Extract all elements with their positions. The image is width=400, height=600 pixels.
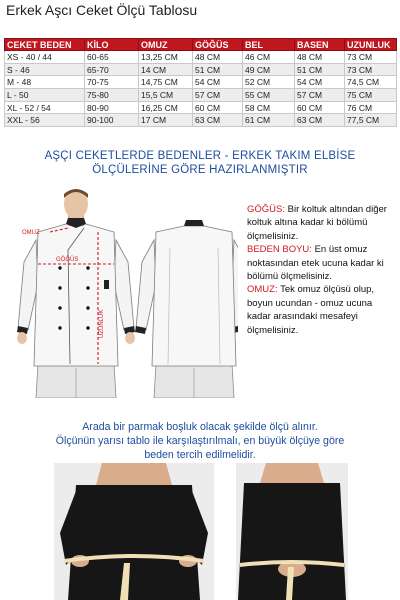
table-cell: 76 CM	[345, 101, 397, 114]
boy-term: BEDEN BOYU:	[247, 244, 312, 256]
table-cell: 63 CM	[193, 114, 243, 127]
table-cell: 54 CM	[295, 76, 345, 89]
table-row	[5, 76, 397, 89]
table-cell: L - 50	[5, 89, 85, 102]
omuz-term: OMUZ:	[247, 284, 278, 296]
table-cell: XS - 40 / 44	[5, 51, 85, 64]
table-cell: 46 CM	[243, 51, 295, 64]
table-row	[5, 63, 397, 76]
table-cell: 75-80	[85, 89, 139, 102]
table-cell: XL - 52 / 54	[5, 101, 85, 114]
table-cell: 61 CM	[243, 114, 295, 127]
table-cell: 60-65	[85, 51, 139, 64]
table-cell: 58 CM	[243, 101, 295, 114]
table-row	[5, 101, 397, 114]
uzunluk-label: UZUNLUK	[99, 309, 105, 338]
table-cell: 48 CM	[193, 51, 243, 64]
table-cell: 63 CM	[295, 114, 345, 127]
table-cell: 55 CM	[243, 89, 295, 102]
table-cell: 52 CM	[243, 76, 295, 89]
header-gogus: GÖĞÜS	[193, 39, 243, 51]
table-cell: 14,75 CM	[139, 76, 193, 89]
table-cell: 57 CM	[193, 89, 243, 102]
waist-measure-illustration	[236, 463, 348, 600]
table-cell: 74,5 CM	[345, 76, 397, 89]
table-cell: 75 CM	[345, 89, 397, 102]
gogus-text: Bir koltuk altından diğer koltuk altına kadar ki bölümü ölçmelisiniz.	[247, 204, 387, 242]
table-cell: 17 CM	[139, 114, 193, 127]
gogus-term: GÖĞÜS:	[247, 204, 286, 215]
table-row	[5, 89, 397, 102]
table-cell: 48 CM	[295, 51, 345, 64]
table-header-row	[5, 39, 397, 51]
table-cell: 57 CM	[295, 89, 345, 102]
boy-text: En üst omuz noktasından etek ucuna kadar ki bölümü ölçmelisiniz.	[247, 244, 384, 283]
table-cell: 51 CM	[193, 63, 243, 76]
table-cell: XXL - 56	[5, 114, 85, 127]
header-bel: BEL	[243, 39, 295, 51]
table-cell: 73 CM	[345, 63, 397, 76]
table-cell: 54 CM	[193, 76, 243, 89]
table-cell: 65-70	[85, 63, 139, 76]
table-cell: 49 CM	[243, 63, 295, 76]
table-cell: 14 CM	[139, 63, 193, 76]
table-cell: 90-100	[85, 114, 139, 127]
chef-jacket-figures	[8, 188, 238, 398]
page-title: Erkek Aşcı Ceket Ölçü Tablosu	[6, 2, 198, 18]
table-cell: 16,25 CM	[139, 101, 193, 114]
header-omuz: OMUZ	[139, 39, 193, 51]
table-cell: M - 48	[5, 76, 85, 89]
table-cell: 15,5 CM	[139, 89, 193, 102]
table-cell: 51 CM	[295, 63, 345, 76]
waist-measurement-photo	[236, 463, 348, 600]
table-cell: 13,25 CM	[139, 51, 193, 64]
header-uzunluk: UZUNLUK	[345, 39, 397, 51]
table-cell: S - 46	[5, 63, 85, 76]
heading-line-2: ÖLÇÜLERİNE GÖRE HAZIRLANMIŞTIR	[92, 164, 308, 176]
note-line-2: Ölçünün yarısı tablo ile karşılaştırılmalı, en büyük ölçüye göre	[55, 435, 345, 447]
note-line-3: beden tercih edilmelidir.	[144, 449, 256, 461]
header-kilo: KİLO	[85, 39, 139, 51]
table-row	[5, 51, 397, 64]
note-line-1: Arada bir parmak boşluk olacak şekilde ölçü alınır.	[82, 421, 318, 433]
front-figure	[17, 189, 135, 398]
back-figure	[135, 220, 238, 398]
header-beden: CEKET BEDEN	[5, 39, 85, 51]
table-cell: 70-75	[85, 76, 139, 89]
measurement-descriptions	[247, 203, 397, 337]
chest-measurement-photo	[54, 463, 214, 600]
table-cell: 60 CM	[295, 101, 345, 114]
table-row	[5, 114, 397, 127]
table-cell: 60 CM	[193, 101, 243, 114]
omuz-label: OMUZ	[22, 230, 40, 236]
table-cell: 77,5 CM	[345, 114, 397, 127]
heading-line-1: AŞÇI CEKETLERDE BEDENLER - ERKEK TAKIM ELBİSE	[44, 150, 356, 162]
size-table	[4, 38, 397, 127]
table-cell: 80-90	[85, 101, 139, 114]
omuz-text: Tek omuz ölçüsü olup, boyun ucundan - omuz ucuna kadar arasındaki mesafeyi ölçmelisiniz.	[247, 284, 375, 336]
chest-measure-illustration	[54, 463, 214, 600]
header-basen: BASEN	[295, 39, 345, 51]
gogus-label: GÖĞÜS	[56, 257, 79, 263]
table-cell: 73 CM	[345, 51, 397, 64]
